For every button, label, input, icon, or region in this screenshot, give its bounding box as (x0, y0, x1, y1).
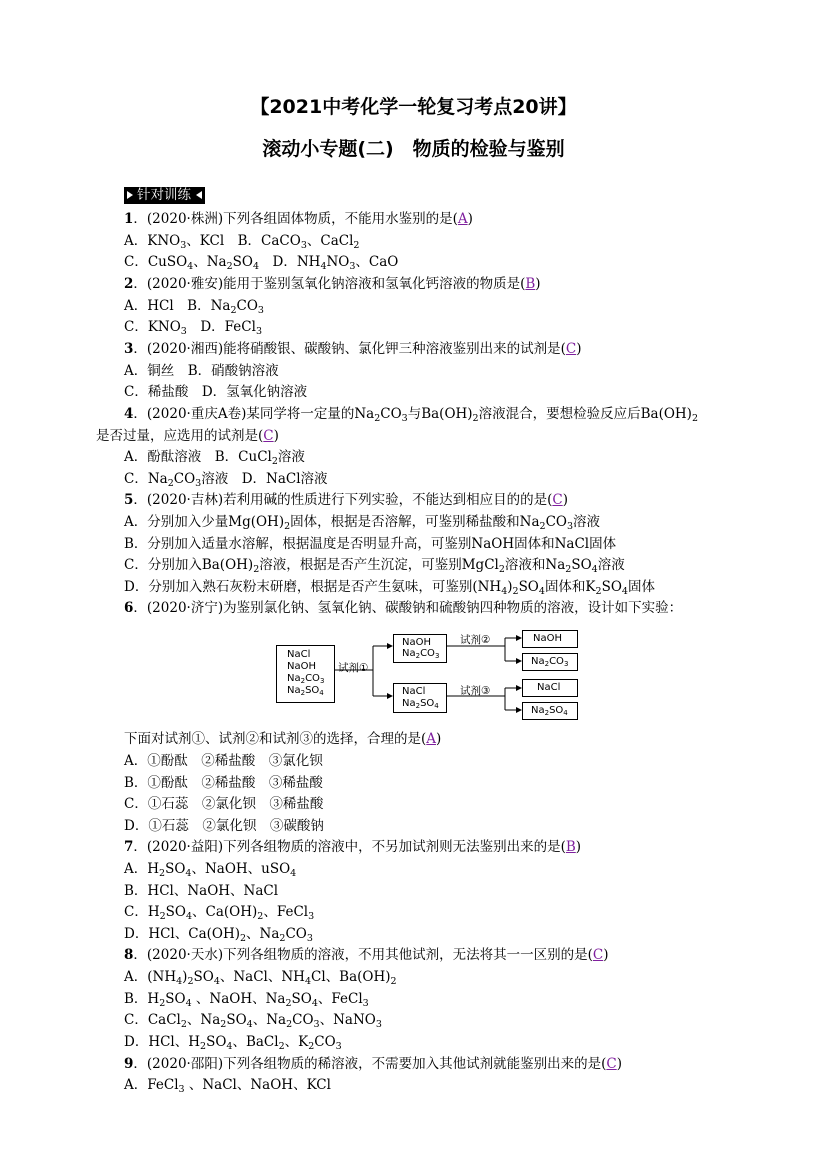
question-5-option-d: D．分别加入熟石灰粉末研磨，根据是否产生氨味，可鉴别$(NH_4)_2SO_4$固体和$K_2SO_4$固体 (124, 579, 655, 597)
mid-top-box: NaOH $Na_2CO_3$ (393, 634, 447, 663)
section-badge-label: 针对训练 (137, 187, 191, 203)
question-5-option-b: B．分别加入适量水溶解，根据温度是否明显升高，可鉴别NaOH固体和NaCl固体 (124, 536, 617, 552)
question-2-option-cd: C．$KNO_3$ D．FeCl$_3$ (124, 319, 262, 337)
question-3-option-cd: C．稀盐酸 D．氢氧化钠溶液 (124, 384, 308, 400)
result-na2so4-box: $Na_2SO_4$ (522, 702, 578, 720)
question-2-stem: 2．(2020·雅安)能用于鉴别氢氧化钠溶液和氢氧化钙溶液的物质是(B) (124, 276, 541, 292)
question-7-stem: 7．(2020·益阳)下列各组物质的溶液中，不另加试剂则无法鉴别出来的是(B) (124, 839, 582, 855)
result-naoh-box: NaOH (522, 630, 578, 648)
question-6-option-d: D．①石蕊 ②氯化钡 ③碳酸钠 (124, 818, 324, 834)
triangle-right-icon (127, 191, 133, 199)
question-6-stem-cont: 下面对试剂①、试剂②和试剂③的选择，合理的是(A) (124, 731, 442, 747)
question-4-stem: 4．(2020·重庆A卷)某同学将一定量的$Na_2CO_3$与$Ba(OH)_2$溶液混合，要想检验反应后$Ba(OH)_2$ (124, 406, 698, 424)
question-1-stem: 1．(2020·株洲)下列各组固体物质，不能用水鉴别的是(A) (124, 211, 473, 227)
answer-link[interactable]: A (457, 211, 468, 227)
question-8-option-b: B．$H_2SO_4$ 、NaOH、$Na_2SO_4$、FeCl$_3$ (124, 991, 369, 1009)
answer-link[interactable]: C (552, 492, 563, 508)
mid-bottom-box: NaCl $Na_2SO_4$ (393, 683, 447, 713)
question-7-option-a: A．$H_2SO_4$、NaOH、uSO$_4$ (124, 861, 297, 879)
start-solutions-box: NaCl NaOH $Na_2CO_3$ $Na_2SO_4$ (276, 645, 335, 703)
question-5-option-c: C．分别加入$Ba(OH)_2$溶液，根据是否产生沉淀，可鉴别MgCl$_2$溶液和$Na_2SO_4$溶液 (124, 557, 625, 575)
reagent-2-label: 试剂② (460, 634, 491, 646)
question-3-stem: 3．(2020·湘西)能将硝酸银、碳酸钠、氯化钾三种溶液鉴别出来的试剂是(C) (124, 341, 582, 357)
question-9-stem: 9．(2020·邵阳)下列各组物质的稀溶液，不需要加入其他试剂就能鉴别出来的是(C) (124, 1056, 622, 1072)
question-7-option-c: C．$H_2SO_4$、$Ca(OH)_2$、FeCl$_3$ (124, 904, 315, 922)
answer-link[interactable]: C (592, 947, 604, 963)
question-8-stem: 8．(2020·天水)下列各组物质的溶液，不用其他试剂，无法将其一一区别的是(C) (124, 947, 609, 963)
question-4-option-cd: C．$Na_2CO_3$溶液 D．NaCl溶液 (124, 471, 328, 489)
question-6-option-c: C．①石蕊 ②氯化钡 ③稀盐酸 (124, 796, 324, 812)
result-na2co3-box: $Na_2CO_3$ (522, 653, 578, 671)
question-8-option-c: C．CaCl$_2$、$Na_2SO_4$、$Na_2CO_3$、NaNO$_3$ (124, 1012, 382, 1030)
answer-link[interactable]: B (525, 276, 536, 292)
question-6-option-a: A．①酚酞 ②稀盐酸 ③氯化钡 (124, 753, 323, 769)
question-4-stem-cont: 是否过量，应选用的试剂是(C) (96, 428, 279, 444)
question-5-stem: 5．(2020·吉林)若利用碱的性质进行下列实验，不能达到相应目的的是(C) (124, 492, 568, 508)
question-5-option-a: A．分别加入少量$Mg(OH)_2$固体，根据是否溶解，可鉴别稀盐酸和$Na_2CO_3$溶液 (124, 514, 601, 532)
question-2-option-ab: A．HCl B．$Na_2CO_3$ (124, 298, 264, 316)
triangle-left-icon (196, 191, 202, 199)
answer-link[interactable]: C (565, 341, 577, 357)
question-4-option-ab: A．酚酞溶液 B．CuCl$_2$溶液 (124, 449, 305, 467)
question-1-option-ab: A．$KNO_3$、KCl B．CaCO$_3$、CaCl$_2$ (124, 233, 360, 251)
answer-link[interactable]: B (565, 839, 576, 855)
question-1-option-cd: C．CuSO$_4$、$Na_2SO_4$ D．$NH_4NO_3$、CaO (124, 254, 399, 272)
question-8-option-d: D．HCl、$H_2SO_4$、BaCl$_2$、$K_2CO_3$ (124, 1034, 342, 1052)
answer-link[interactable]: A (426, 731, 437, 747)
reagent-1-label: 试剂① (338, 662, 369, 674)
answer-link[interactable]: C (263, 428, 274, 444)
document-title: 【2021中考化学一轮复习考点20讲】 (250, 96, 577, 118)
question-7-option-d: D．HCl、$Ca(OH)_2$、$Na_2CO_3$ (124, 926, 313, 944)
question-6-stem: 6．(2020·济宁)为鉴别氯化钠、氢氧化钠、碳酸钠和硫酸钠四种物质的溶液，设计如下实验： (124, 600, 683, 616)
answer-link[interactable]: C (606, 1056, 617, 1072)
question-3-option-ab: A．铜丝 B．硝酸钠溶液 (124, 363, 279, 379)
question-7-option-b: B．HCl、NaOH、NaCl (124, 883, 279, 899)
question-8-option-a: A．$(NH_4)_2SO_4$、NaCl、$NH_4Cl$、$Ba(OH)_2$ (124, 969, 397, 987)
result-nacl-box: NaCl (522, 679, 578, 697)
question-9-option-a: A．FeCl$_3$ 、NaCl、NaOH、KCl (124, 1077, 331, 1095)
reagent-3-label: 试剂③ (460, 685, 491, 697)
question-6-option-b: B．①酚酞 ②稀盐酸 ③稀盐酸 (124, 775, 323, 791)
document-subtitle: 滚动小专题(二) 物质的检验与鉴别 (262, 138, 565, 160)
section-badge (124, 187, 205, 204)
